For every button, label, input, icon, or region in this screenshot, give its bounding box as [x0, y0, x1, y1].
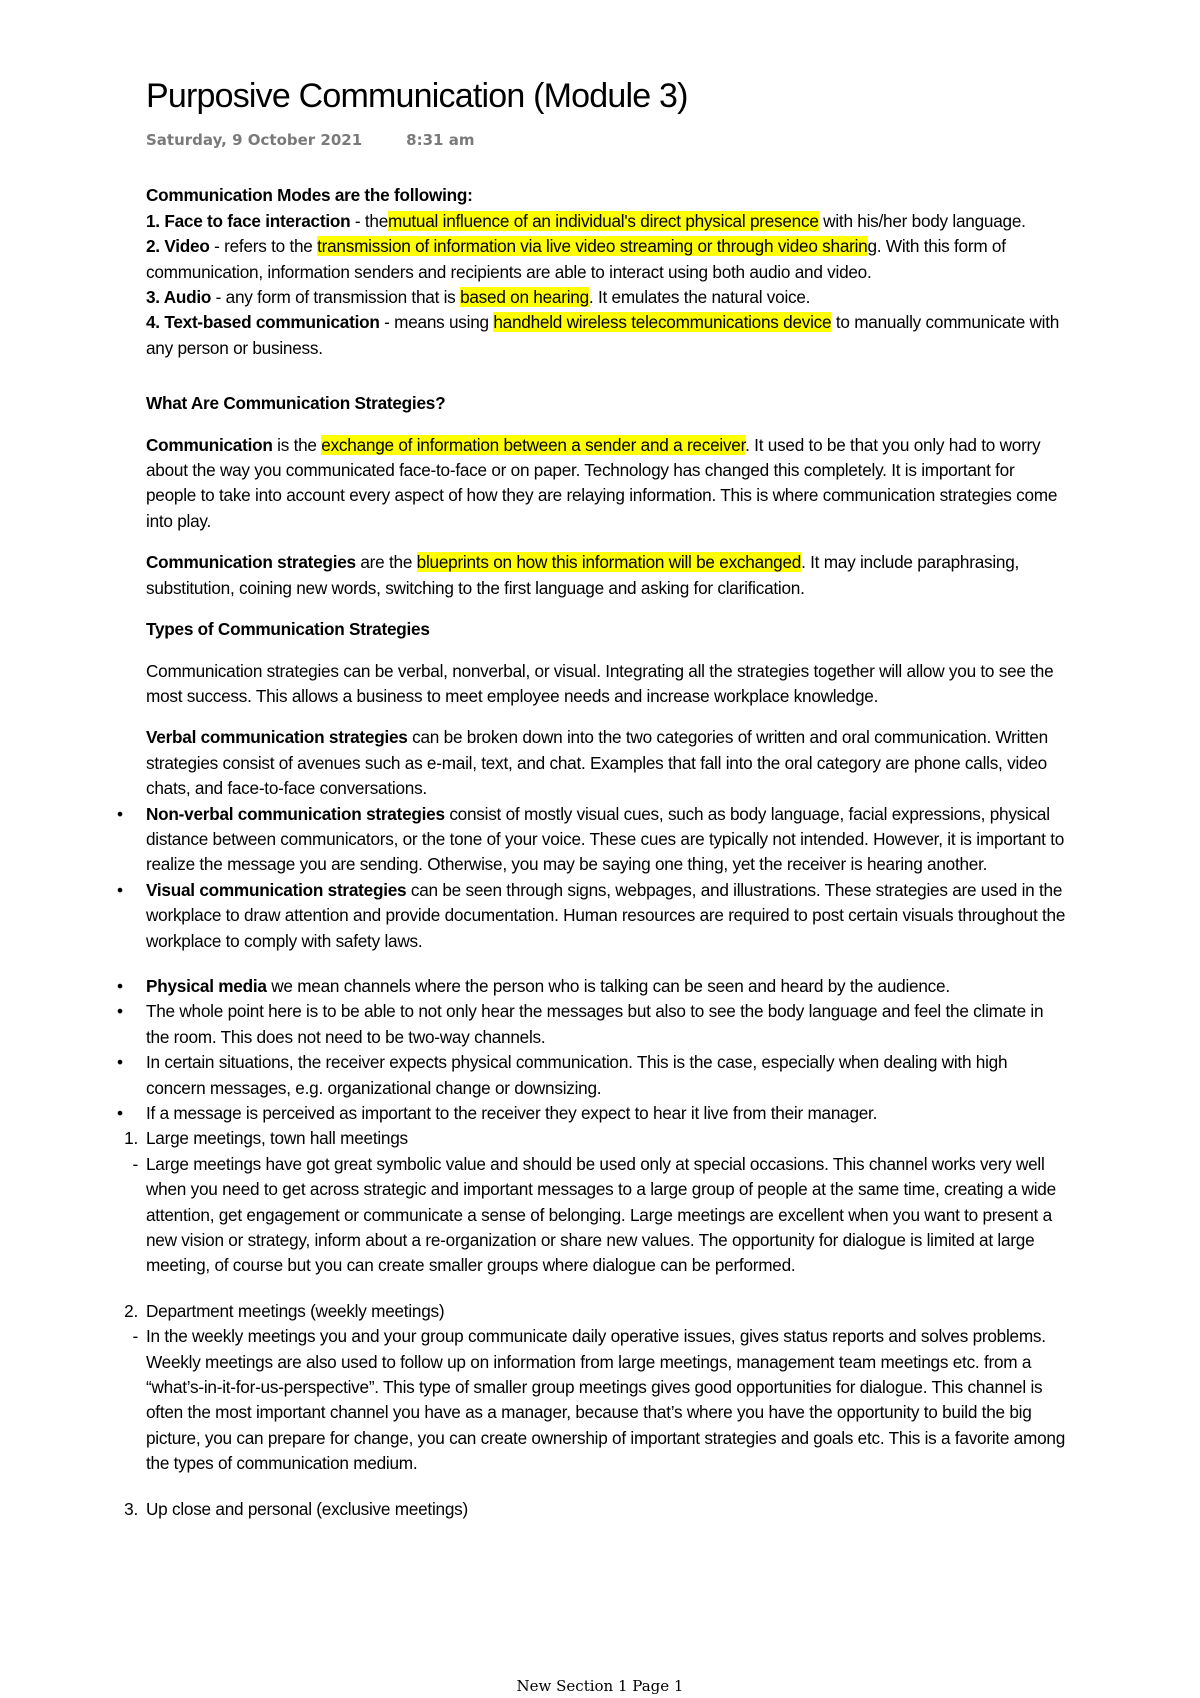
highlight: based on hearing: [460, 287, 589, 308]
list-item: • The whole point here is to be able to not only hear the messages but also to see the body language and feel the climate in the room. This does not need to be two-way channels.: [117, 1001, 1044, 1047]
highlight: mutual influence of an individual's direct physical presence: [388, 210, 819, 231]
highlight: exchange of information between a sender and a receiver: [321, 434, 746, 455]
bullet-icon: •: [117, 879, 123, 900]
strategies-paragraph: Communication is the exchange of information between a sender and a receiver. It used to be that you only had to worry about the way you communicated face-to-face or on paper. Technology has changed this completely. It is important for people to take into account every aspect of how they are relaying information. This is where communication strategies come into play.: [146, 434, 1058, 531]
dash-item: - Large meetings have got great symbolic value and should be used only at special occasions. This channel works very well when you need to get across strategic and important messages to a large group of people at the same time, creating a wide attention, get engagement or communicate a sense of belonging. Large meetings are excellent when you want to present a new vision or strategy, inform about a re-organization or share new values. The opportunity for dialogue is limited at large meeting, of course but you can create smaller groups where dialogue can be performed.: [146, 1152, 1066, 1279]
highlight: blueprints on how this information will be exchanged: [416, 552, 802, 573]
verbal-paragraph: Verbal communication strategies can be broken down into the two categories of written and oral communication. Written strategies consist of avenues such as e-mail, text, and chat. Examples that fall into the oral category are phone calls, video chats, and face-to-face conversations.: [146, 727, 1048, 799]
date-text: Saturday, 9 October 2021: [146, 131, 363, 149]
page-title: Purposive Communication (Module 3): [146, 77, 688, 115]
bullet-icon: •: [117, 803, 123, 824]
list-item: • Visual communication strategies can be seen through signs, webpages, and illustrations. These strategies are used in the workplace to draw attention and provide documentation. Human resources are required to post certain visuals throughout the workplace to comply with safety laws.: [117, 879, 1066, 951]
bullet-icon: •: [117, 1052, 123, 1073]
page-footer: New Section 1 Page 1: [516, 1677, 684, 1695]
strategies-paragraph: Communication strategies are the blueprints on how this information will be exchanged. It may include paraphrasing, substitution, coining new words, switching to the first language and asking for clarification.: [146, 552, 1020, 598]
list-item: • Physical media we mean channels where the person who is talking can be seen and heard by the audience.: [146, 974, 1066, 999]
types-heading: Types of Communication Strategies: [146, 619, 430, 640]
modes-heading: Communication Modes are the following:: [146, 185, 473, 206]
time-text: 8:31 am: [406, 131, 475, 149]
mode-item: 2. Video - refers to the transmission of information via live video streaming or through video sharing. With this form of communication, information senders and recipients are able to interact using both audio and video.: [146, 236, 1006, 282]
dash-item: - In the weekly meetings you and your group communicate daily operative issues, gives status reports and solves problems. Weekly meetings are also used to follow up on information from large meetings, management team meetings etc. from a “what’s-in-it-for-us-perspective”. This type of smaller group meetings gives good opportunities for dialogue. This channel is often the most important channel you have as a manager, because that’s where you have the opportunity to build the big picture, you can prepare for change, you can create ownership of important strategies and goals etc. This is a favorite among the types of communication medium.: [146, 1324, 1066, 1476]
bullet-icon: •: [117, 975, 123, 996]
dash-icon: -: [132, 1153, 138, 1174]
mode-item: 3. Audio - any form of transmission that is based on hearing. It emulates the natural voice.: [146, 287, 811, 308]
bullet-icon: •: [117, 1103, 123, 1123]
list-item: • In certain situations, the receiver expects physical communication. This is the case, especially when dealing with high concern messages, e.g. organizational change or downsizing.: [117, 1052, 1008, 1098]
highlight: transmission of information via live video streaming or through video sharin: [317, 236, 868, 257]
list-item: • Non-verbal communication strategies consist of mostly visual cues, such as body language, facial expressions, physical distance between communicators, or the tone of your voice. These cues are typically not intended. However, it is important to realize the message you are sending. Otherwise, you may be saying one thing, yet the receiver is hearing another.: [117, 803, 1065, 875]
modes-section: [146, 183, 1066, 361]
numbered-item: 3. Up close and personal (exclusive meetings): [124, 1498, 468, 1519]
strategies-heading: What Are Communication Strategies?: [146, 393, 446, 414]
timestamp: [146, 128, 1066, 153]
note-page: [117, 74, 1066, 1522]
bullet-icon: •: [117, 1001, 123, 1022]
list-item: • If a message is perceived as important to the receiver they expect to hear it live from their manager.: [146, 1101, 1066, 1126]
dash-icon: -: [132, 1326, 138, 1347]
types-intro: Communication strategies can be verbal, nonverbal, or visual. Integrating all the strategies together will allow you to see the most success. This allows a business to meet employee needs and increase workplace knowledge.: [146, 660, 1054, 706]
mode-item: 4. Text-based communication - means using handheld wireless telecommunications device to manually communicate with any person or business.: [146, 312, 1060, 358]
highlight: handheld wireless telecommunications device: [493, 312, 832, 333]
mode-item: 1. Face to face interaction - themutual influence of an individual's direct physical presence with his/her body language.: [146, 210, 1026, 231]
numbered-item: 1. Large meetings, town hall meetings: [124, 1128, 408, 1149]
numbered-item: 2. Department meetings (weekly meetings): [124, 1300, 445, 1321]
